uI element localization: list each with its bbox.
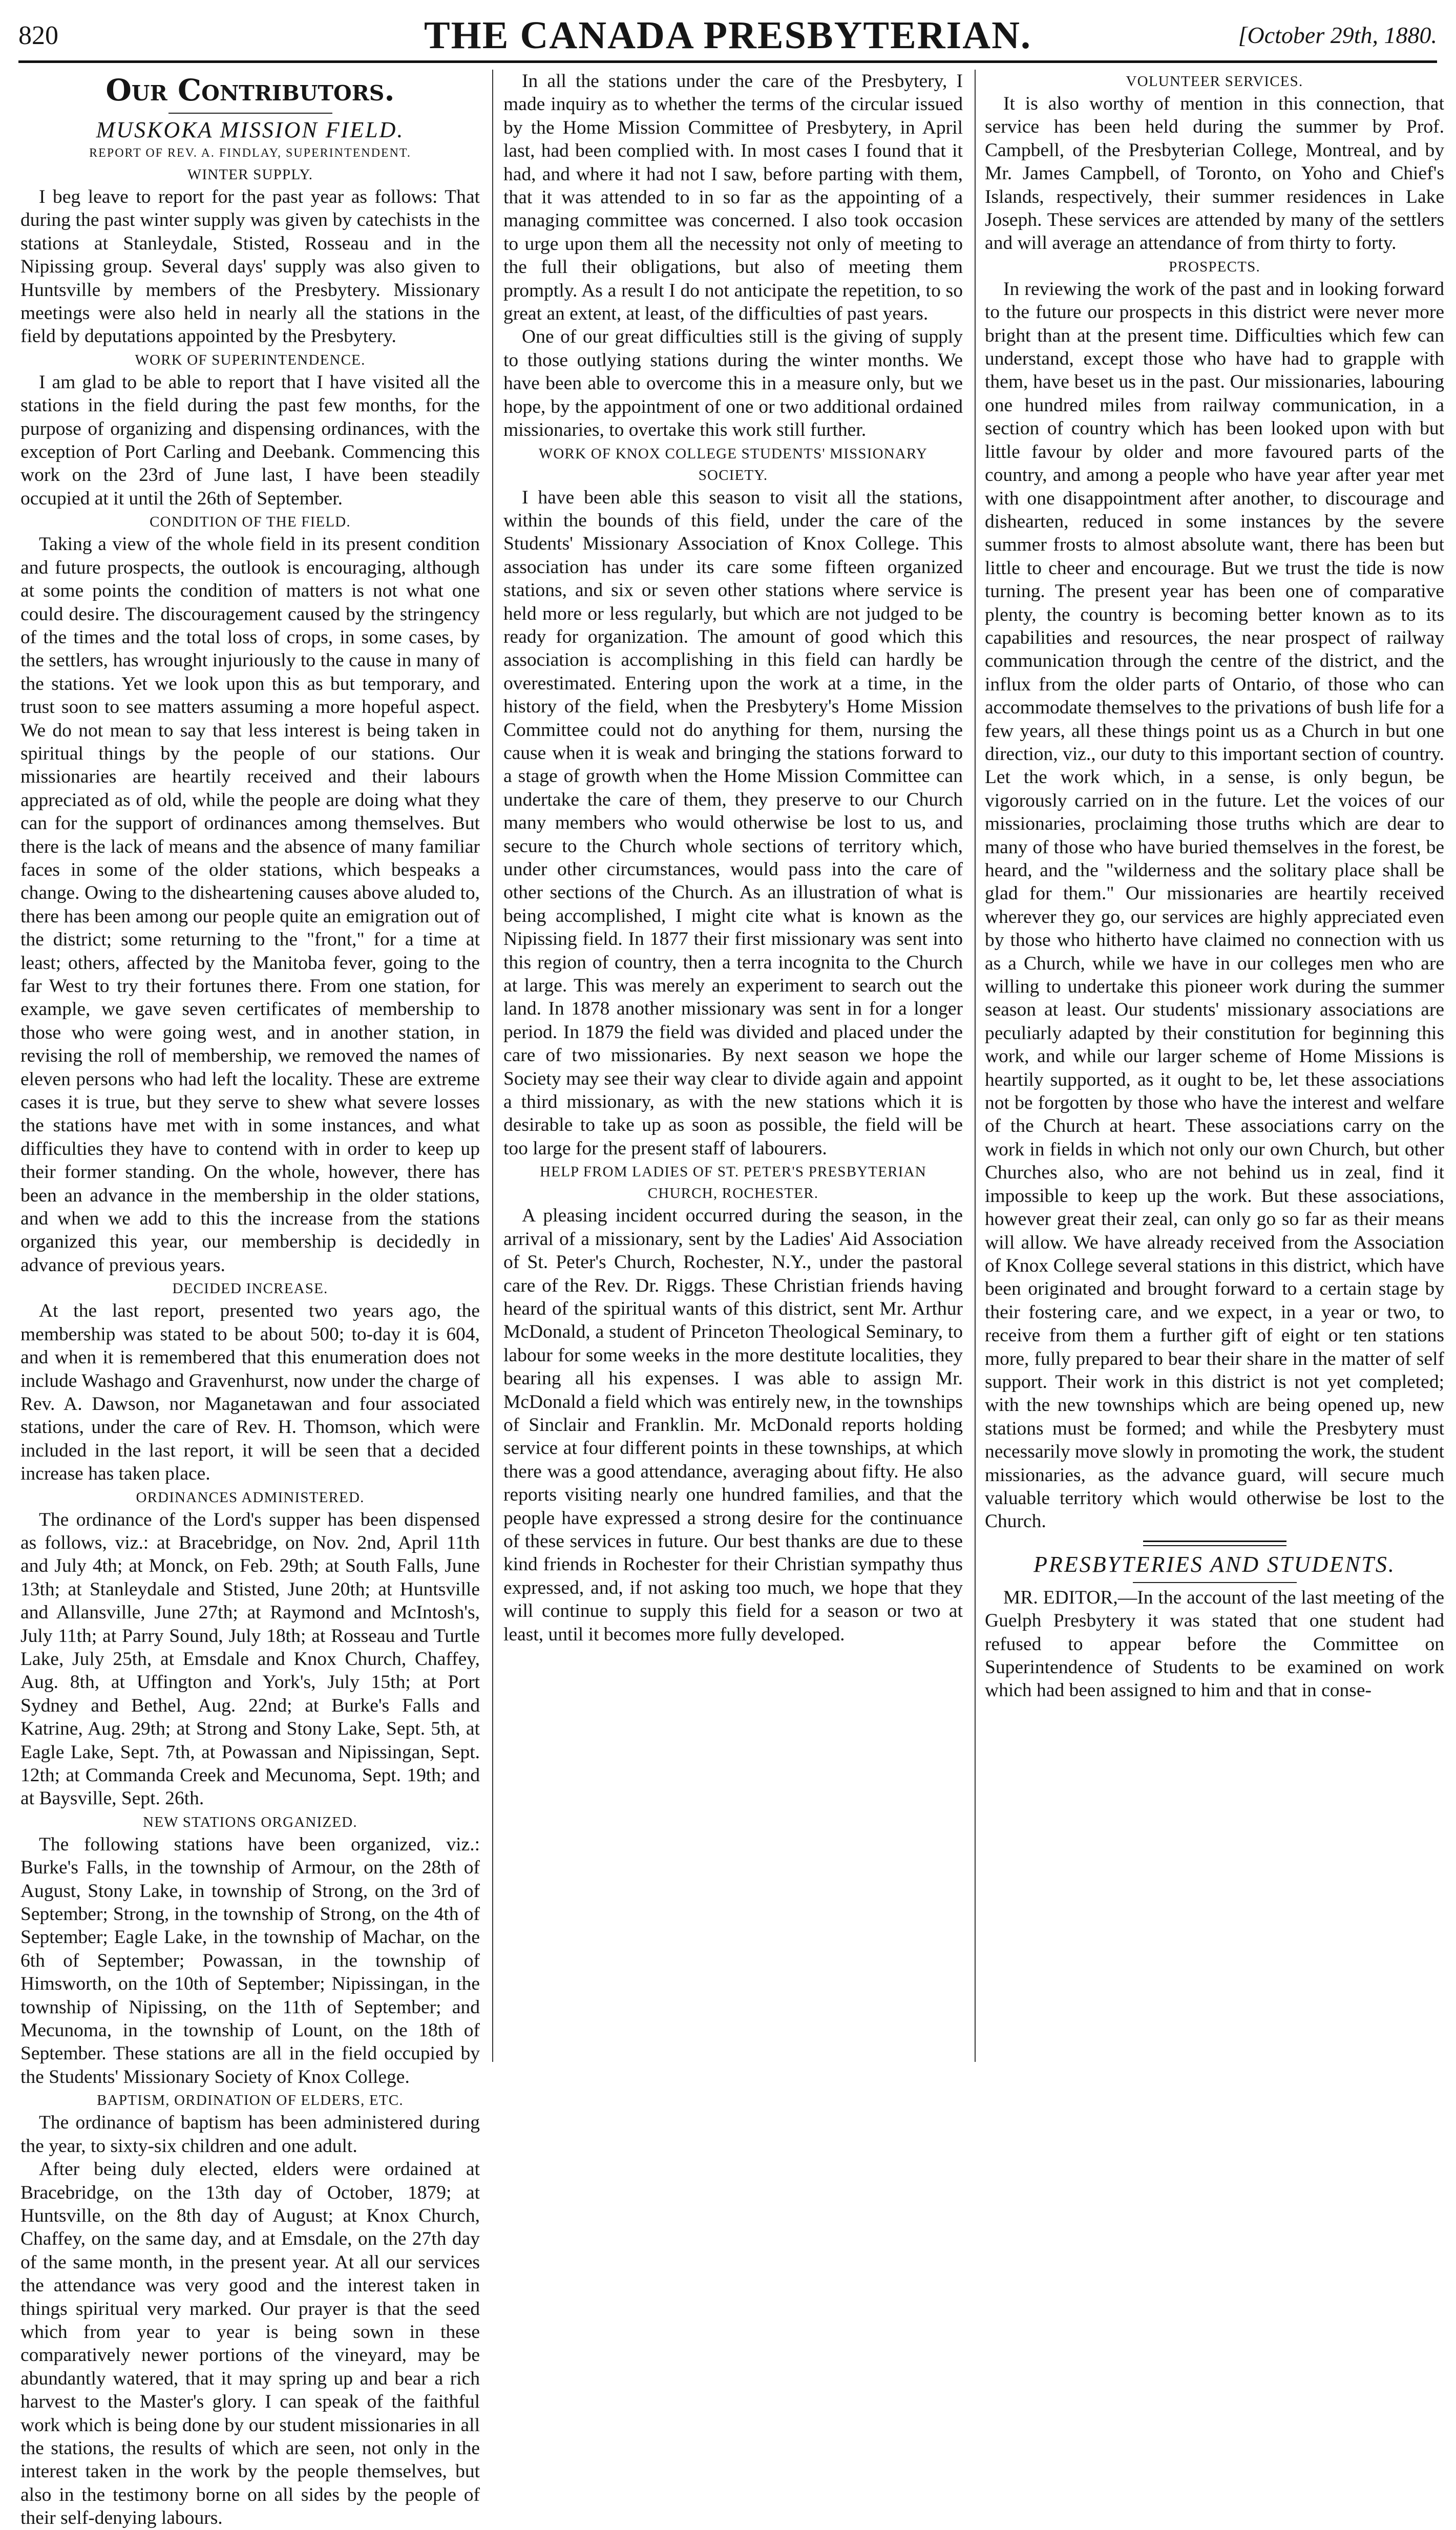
paragraph: In all the stations under the care of the Presbytery, I made inquiry as to whether the terms of the circular issued by the Home Mission Committee of Presbytery, in April last, had been complied with. In most cases I found that it had, and where it had not I saw, before parting with them, that it was attended to in so far as the appointing of a managing committee was concerned. I also took occasion to urge upon them all the necessity not only of meeting to the full their obligations, but also of meeting them promptly. As a result I do not anticipate the repetition, to so great an extent, at least, of the difficulties of past years. (503, 71, 963, 325)
subheading-ordinances: ORDINANCES ADMINISTERED. (136, 1489, 365, 1506)
subheading-condition: CONDITION OF THE FIELD. (150, 514, 351, 531)
article-title: MUSKOKA MISSION FIELD. (96, 117, 405, 142)
newspaper-title: THE CANADA PRESBYTERIAN. (424, 14, 1032, 57)
subheading-volunteer: VOLUNTEER SERVICES. (1126, 73, 1303, 90)
paragraph: In reviewing the work of the past and in looking forward to the future our prospects in this district were never more bright than at the present time. Difficulties which few can understand, except those who have had to grapple with them, have beset us in the past. Our missionaries, labouring one hundred miles from railway communication, in a section of country which has been looked upon with but little favour by older and more favoured parts of the country, and among a people who have year after year met with one disappointment after another, to discourage and dishearten, reduced in some instances by the severe summer frosts to almost absolute want, there has been but little to cheer and encourage. But we trust the tide is now turning. The present year has been one of comparative plenty, the country is becoming better known as to its capabilities and resources, the near prospect of railway communication through the centre of the district, and the influx from the older parts of Ontario, of those who can accommodate themselves to the privations of bush life for a few years, all these things point us as a Church in but one direction, viz., our duty to this important section of country. Let the work which, in a sense, is only begun, be vigorously carried on in the future. Let the voices of our missionaries, proclaiming those truths which are dear to many of those who have buried themselves in the forest, be heard, and the "wilderness and the solitary place shall be glad for them." Our missionaries are heartily received wherever they go, our services are highly appreciated even by those who hitherto have claimed no connection with us as a Church, while we have in our colleges men who are willing to undertake this pioneer work during the summer season at least. Our students' missionary associations are peculiarly adapted by their constitution for beginning this work, and while our larger scheme of Home Missions is heartily supported, as it ought to be, let these associations not be forgotten by those who have the interest and welfare of the Church at heart. These associations carry on the work in fields in which not only our own Church, but other Churches also, who are not behind us in zeal, find it impossible to keep up the work. But these associations, however great their zeal, can only go so far as their means will allow. We have already received from the Association of Knox College several stations in this district, which have been originated and brought forward to a certain stage by their fostering care, and we expect, in a year or two, to receive from them a further gift of eight or ten stations more, fully prepared to bear their share in the matter of self support. Their work in this district is not yet completed; with the new townships which are being opened up, new stations must be formed; and while the Presbytery must necessarily move slowly in promoting the work, the student missionaries, as the advance guard, will secure much valuable territory which would otherwise be lost to the Church. (985, 278, 1444, 1532)
paragraph: The ordinance of the Lord's supper has been dispensed as follows, viz.: at Bracebridge, on Nov. 2nd, April 11th and July 4th; at Monck, on Feb. 29th; at South Falls, June 13th; at Stanleydale and Stisted, June 20th; at Huntsville and Allansville, June 27th; at Raymond and McIntosh's, July 11th; at Parry Sound, July 18th; at Rosseau and Turtle Lake, July 25th, at Emsdale and Knox Church, Chaffey, Aug. 8th, at Uffington and York's, July 15th; at Port Sydney and Bethel, Aug. 22nd; at Burke's Falls and Katrine, Aug. 29th; at Strong and Stony Lake, Sept. 5th, at Eagle Lake, Sept. 7th, at Powassan and Nipissingan, Sept. 12th; at Commanda Creek and Mecunoma, Sept. 19th; and at Baysville, Sept. 26th. (20, 1509, 480, 1809)
masthead (18, 13, 1437, 58)
paragraph: The ordinance of baptism has been administered during the year, to sixty-six children and one adult. (20, 2112, 480, 2157)
paragraph: At the last report, presented two years ago, the membership was stated to be about 500; to-day it is 604, and when it is remembered that this enumeration does not include Washago and Gravenhurst, now under the charge of Rev. A. Dawson, nor Maganetawan and four associated stations, under the care of Rev. H. Thomson, which were included in the last report, it will be seen that a decided increase has taken place. (20, 1300, 480, 1485)
column-divider (975, 70, 976, 2062)
paragraph-text: —In the account of the last meeting of the Guelph Presbytery it was stated that one student had refused to appear before the Committee on Superintendence of Students to be examined on work which had been assigned to him and that in conse- (985, 1587, 1445, 1701)
paragraph: After being duly elected, elders were ordained at Bracebridge, on the 13th day of October, 1879; at Huntsville, on the 8th day of August; at Knox Church, Chaffey, on the same day, and at Emsdale, on the 27th day of the same month, in the present year. At all our services the attendance was very good and the interest taken in things spiritual very marked. Our prayer is that the seed which from year to year is being sown in these comparatively newer portions of the vineyard, may be abundantly watered, that it may spring up and bear a rich harvest to the Master's glory. I can speak of the faithful work which is being done by our student missionaries in all the stations, the results of which are seen, not only in the interest taken in the work by the people themselves, but also in the testimony borne on all sides by the people of their self-denying labours. (20, 2159, 480, 2529)
paragraph: I have been able this season to visit all the stations, within the bounds of this field, under the care of the Students' Missionary Association of Knox College. This association has under its care some fifteen organized stations, and six or seven other stations where service is held more or less regularly, but which are not judged to be ready for organization. The amount of good which this association is accomplishing in this field can hardly be overestimated. Entering upon the work at a time, in the history of the field, when the Presbytery's Home Mission Committee could not do anything for them, nursing the cause when it is weak and bringing the stations forward to a stage of growth when the Home Mission Committee can undertake the care of them, they preserve to our Church many members who would otherwise be lost to us, and secure to the Church whole sections of territory which, under other circumstances, would pass into the care of other sections of the Church. As an illustration of what is being accomplished, I might cite what is known as the Nipissing field. In 1877 their first missionary was sent into this region of country, then a terra incognita to the Church at large. This was merely an experiment to search out the land. In 1878 another missionary was sent in for a longer period. In 1879 the field was divided and placed under the care of two missionaries. By next season we hope the Society may see their way clear to divide again and appoint a third missionary, as with the new stations which it is desirable to take up as soon as possible, the field will be too large for the present staff of labourers. (503, 487, 963, 1159)
paragraph: It is also worthy of mention in this connection, that service has been held during the summer by Prof. Campbell, of the Presbyterian College, Montreal, and by Mr. James Campbell, of Toronto, on Yoho and Chief's Islands, respectively, their summer residences in Lake Joseph. These services are attended by many of the settlers and will average an attendance of from thirty to forty. (985, 93, 1444, 254)
article-title: PRESBYTERIES AND STUDENTS. (1033, 1551, 1396, 1577)
paragraph: One of our great difficulties still is the giving of supply to those outlying stations during the winter months. We have been able to overcome this in a measure only, but we hope, by the appointment of one or two additional ordained missionaries, to overtake this work still further. (503, 326, 963, 441)
subheading-knox-college: WORK OF KNOX COLLEGE STUDENTS' MISSIONARY SOCIETY. (538, 445, 928, 483)
paragraph: I beg leave to report for the past year as follows: That during the past winter supply was given by catechists in the stations at Stanleydale, Stisted, Rosseau and in the Nipissing group. Several days' supply was also given to Huntsville by members of the Presbytery. Missionary meetings were also held in nearly all the stations in the field by deputations appointed by the Presbytery. (20, 186, 480, 347)
subheading-rochester: HELP FROM LADIES OF ST. PETER'S PRESBYTERIAN CHURCH, ROCHESTER. (540, 1164, 926, 1202)
subheading-superintendence: WORK OF SUPERINTENDENCE. (135, 351, 366, 368)
paragraph (985, 1586, 1444, 1702)
column-3 (985, 70, 1444, 2062)
subheading-prospects: PROSPECTS. (1169, 258, 1260, 275)
paragraph: The following stations have been organized, viz.: Burke's Falls, in the township of Armour, on the 28th of August, Stony Lake, in township of Strong, on the 3rd of September; Strong, in the township of Strong, on the 4th of September; Eagle Lake, in the township of Machar, on the 6th of September; Powassan, in the township of Himsworth, on the 10th of September; Nipissingan, in the township of Nipissing, on the 11th of September; and Mecunoma, in the township of Lount, on the 18th of September. These stations are all in the field occupied by the Students' Missionary Society of Knox College. (20, 1833, 480, 2088)
subheading-increase: DECIDED INCREASE. (172, 1280, 328, 1297)
page-number: 820 (18, 21, 58, 50)
salutation: MR. EDITOR, (1003, 1587, 1118, 1608)
subheading-winter-supply: WINTER SUPPLY. (187, 166, 313, 183)
title-rule (168, 113, 332, 114)
title-rule (1133, 1582, 1297, 1583)
masthead-rule (18, 60, 1437, 63)
subheading-baptism: BAPTISM, ORDINATION OF ELDERS, ETC. (97, 2092, 404, 2109)
column-divider (492, 70, 493, 2062)
column-2 (503, 70, 963, 2062)
section-title: Our Contributors. (105, 73, 395, 108)
paragraph: Taking a view of the whole field in its present condition and future prospects, the outlook is encouraging, although at some points the condition of matters is not what one could desire. The discouragement caused by the stringency of the times and the total loss of crops, in some cases, by the settlers, has wrought injuriously to the cause in many of the stations. Yet we look upon this as but temporary, and trust soon to see matters assuming a more hopeful aspect. We do not mean to say that less interest is being taken in spiritual things by the people of our stations. Our missionaries are heartily received and their labours appreciated as of old, while the people are doing what they can for the support of ordinances among themselves. But there is the lack of means and the absence of many familiar faces in some of the older stations, which bespeaks a change. Owing to the disheartening causes above aluded to, there has been among our people quite an emigration out of the district; some returning to the "front," for a time at least; others, affected by the Manitoba fever, going to the far West to try their fortunes there. From one station, for example, we gave seven certificates of membership to those who were going west, and in another station, in revising the roll of membership, we removed the names of eleven persons who had left the locality. These are extreme cases it is true, but they serve to shew what severe losses the stations have met with in some instances, and what difficulties they have to contend with in order to keep up their former standing. On the whole, however, there has been an advance in the membership in the older stations, and when we add to this the increase from the stations organized this year, our membership is decidedly in advance of previous years. (20, 534, 480, 1276)
subheading-new-stations: NEW STATIONS ORGANIZED. (143, 1814, 357, 1830)
issue-date: [October 29th, 1880. (1238, 22, 1437, 48)
paragraph: I am glad to be able to report that I have visited all the stations in the field during the past few months, for the purpose of organizing and dispensing ordinances, with the exception of Port Carling and Deebank. Commencing this work on the 23rd of June last, I have been steadily occupied at it until the 26th of September. (20, 371, 480, 509)
paragraph: A pleasing incident occurred during the season, in the arrival of a missionary, sent by the Ladies' Aid Association of St. Peter's Church, Rochester, N.Y., under the pastoral care of the Rev. Dr. Riggs. These Christian friends having heard of the spiritual wants of this district, sent Mr. Arthur McDonald, a student of Princeton Theological Seminary, to labour for some weeks in the more destitute localities, they bearing all his expenses. I was able to assign Mr. McDonald a field which was entirely new, in the townships of Sinclair and Franklin. Mr. McDonald reports holding service at four different points in these townships, at which there was a good attendance, averaging about fifty. He also reports visiting nearly one hundred families, and that the people have expressed a strong desire for the continuance of these services in future. Our best thanks are due to these kind friends in Rochester for their Christian sympathy thus expressed, and, if not asking too much, we hope that they will continue to supply this field for a season or two at least, until it becomes more fully developed. (503, 1205, 963, 1645)
article-separator (1143, 1541, 1286, 1546)
column-1 (20, 70, 480, 2529)
article-byline: REPORT OF REV. A. FINDLAY, SUPERINTENDENT. (89, 146, 411, 160)
